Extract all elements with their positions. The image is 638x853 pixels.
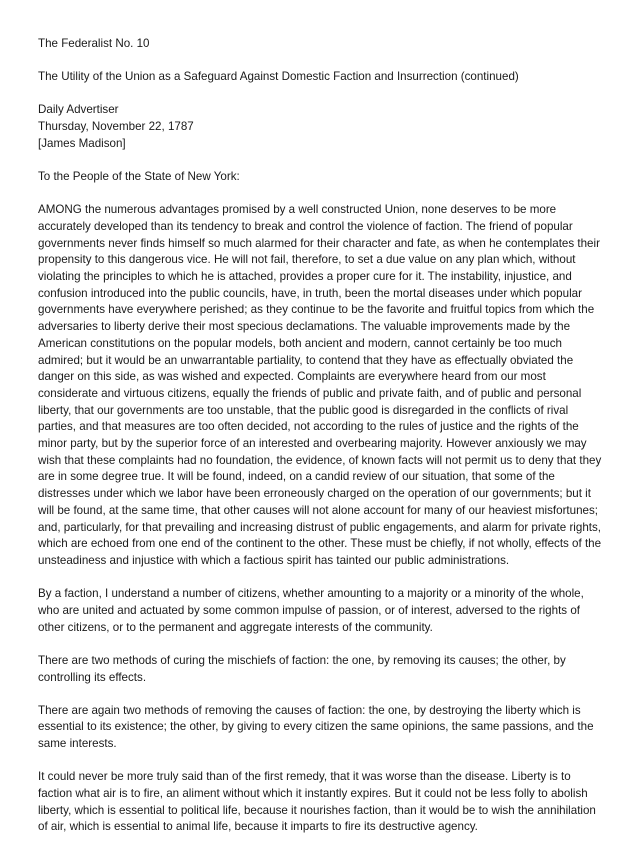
salutation: To the People of the State of New York:	[38, 170, 240, 184]
document-subtitle: The Utility of the Union as a Safeguard Against Domestic Faction and Insurrection (continued)	[38, 70, 519, 84]
body-paragraph: AMONG the numerous advantages promised by a well constructed Union, none deserves to be more accurately developed than its tendency to break and control the violence of faction. The friend of popular governments never finds himself so much alarmed for their character and fate, as when he contemplates their propensity to this dangerous vice. He will not fail, therefore, to set a due value on any plan which, without violating the principles to which he is attached, provides a proper cure for it. The instability, injustice, and confusion introduced into the public councils, have, in truth, been the mortal diseases under which popular governments have everywhere perished; as they continue to be the favorite and fruitful topics from which the adversaries to liberty derive their most specious declamations. The valuable improvements made by the American constitutions on the popular models, both ancient and modern, cannot certainly be too much admired; but it would be an unwarrantable partiality, to contend that they have as effectually obviated the danger on this side, as was wished and expected. Complaints are everywhere heard from our most considerate and virtuous citizens, equally the friends of public and private faith, and of public and personal liberty, that our governments are too unstable, that the public good is disregarded in the conflicts of rival parties, and that measures are too often decided, not according to the rules of justice and the rights of the minor party, but by the superior force of an interested and overbearing majority. However anxiously we may wish that these complaints had no foundation, the evidence, of known facts will not permit us to deny that they are in some degree true. It will be found, indeed, on a candid review of our situation, that some of the distresses under which we labor have been erroneously charged on the operation of our governments; but it will be found, at the same time, that other causes will not alone account for many of our heaviest misfortunes; and, particularly, for that prevailing and increasing distrust of public engagements, and alarm for private rights, which are echoed from one end of the continent to the other. These must be chiefly, if not wholly, effects of the unsteadiness and injustice with which a factious spirit has tainted our public administrations.	[38, 203, 602, 567]
author: [James Madison]	[38, 136, 126, 150]
document-heading: The Federalist No. 10	[38, 37, 150, 50]
document-page	[38, 36, 604, 853]
publication-name: Daily Advertiser	[38, 103, 119, 117]
publication-info	[38, 102, 604, 152]
body-paragraph: There are again two methods of removing the causes of faction: the one, by destroying the liberty which is essential to its existence; the other, by giving to every citizen the same opinions, the same passions, and the same interests.	[38, 703, 594, 751]
body-paragraph: It could never be more truly said than of the first remedy, that it was worse than the disease. Liberty is to faction what air is to fire, an aliment without which it instantly expires. But it could not be less folly to abolish liberty, which is essential to political life, because it nourishes faction, than it would be to wish the annihilation of air, which is essential to animal life, because it imparts to fire its destructive agency.	[38, 770, 596, 834]
body-paragraph: There are two methods of curing the mischiefs of faction: the one, by removing its causes; the other, by controlling its effects.	[38, 653, 566, 684]
body-paragraph: By a faction, I understand a number of citizens, whether amounting to a majority or a minority of the whole, who are united and actuated by some common impulse of passion, or of interest, adversed to the rights of other citizens, or to the permanent and aggregate interests of the community.	[38, 587, 584, 634]
publication-date: Thursday, November 22, 1787	[38, 120, 194, 134]
